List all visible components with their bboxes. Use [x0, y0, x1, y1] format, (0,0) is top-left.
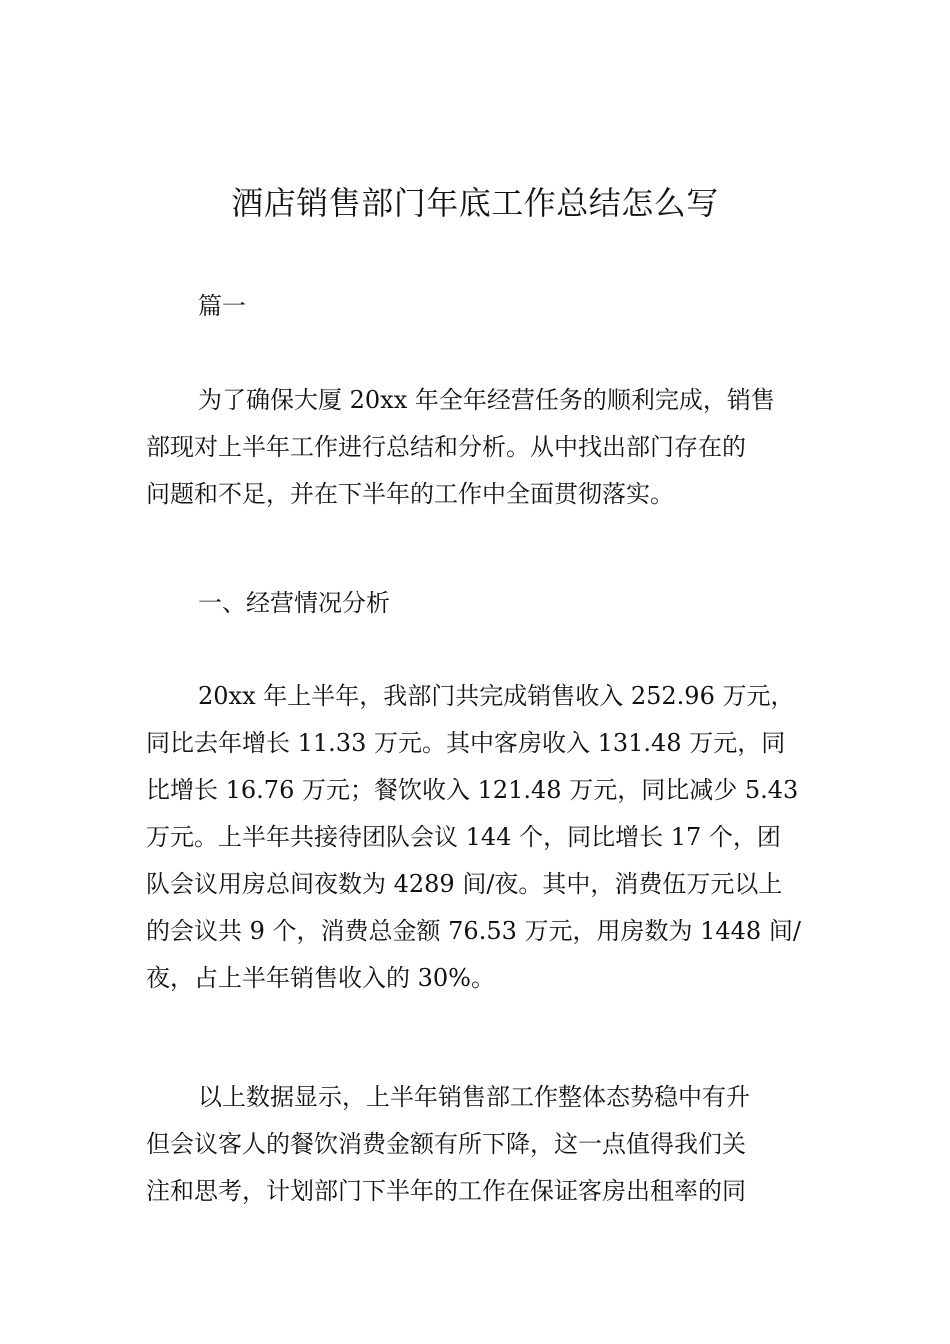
text-line: 万元。上半年共接待团队会议 144 个，同比增长 17 个，团: [146, 823, 781, 851]
text-line: 同比去年增长 11.33 万元。其中客房收入 131.48 万元，同: [146, 729, 786, 757]
document-title: 酒店销售部门年底工作总结怎么写: [231, 184, 719, 222]
text-line: 的会议共 9 个，消费总金额 76.53 万元，用房数为 1448 间/: [146, 917, 801, 945]
text-line: 但会议客人的餐饮消费金额有所下降，这一点值得我们关: [146, 1130, 746, 1158]
text-line: 部现对上半年工作进行总结和分析。从中找出部门存在的: [146, 433, 746, 461]
paragraph-analysis: [146, 1074, 806, 1215]
text-line: 20xx 年上半年，我部门共完成销售收入 252.96 万元，: [198, 682, 795, 710]
section-heading: 一、经营情况分析: [198, 589, 390, 617]
part-label: 篇一: [198, 292, 246, 320]
text-line: 以上数据显示，上半年销售部工作整体态势稳中有升: [198, 1083, 750, 1111]
text-line: 队会议用房总间夜数为 4289 间/夜。其中，消费伍万元以上: [146, 870, 783, 898]
text-line: 夜，占上半年销售收入的 30%。: [146, 964, 495, 992]
text-line: 比增长 16.76 万元；餐饮收入 121.48 万元，同比减少 5.43: [146, 776, 799, 804]
text-line: 问题和不足，并在下半年的工作中全面贯彻落实。: [146, 480, 674, 508]
paragraph-intro: [146, 377, 806, 518]
paragraph-operations: [146, 673, 806, 1002]
text-line: 为了确保大厦 20xx 年全年经营任务的顺利完成，销售: [198, 386, 775, 414]
text-line: 注和思考，计划部门下半年的工作在保证客房出租率的同: [146, 1177, 746, 1205]
